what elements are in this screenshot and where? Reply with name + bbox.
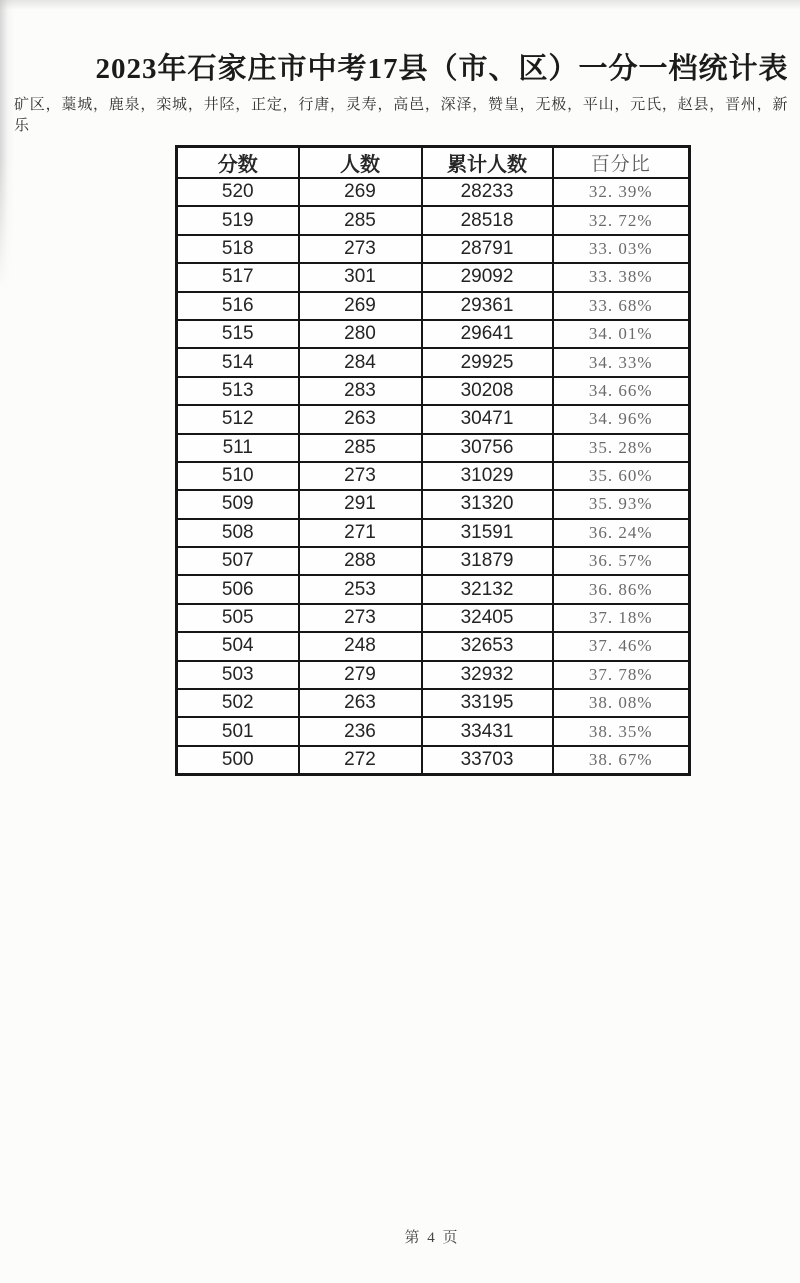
cell-cumulative: 31320 [422,490,553,518]
cell-percent: 38. 35% [553,717,690,745]
county-list-subtitle: 矿区，藁城，鹿泉，栾城，井陉，正定，行唐，灵寿，高邑，深泽，赞皇，无极，平山，元氏，赵县，晋州，新乐 [14,97,788,134]
table-row [177,604,690,632]
cell-percent: 37. 18% [553,604,690,632]
page-number: 第 4 页 [404,1230,460,1246]
cell-count: 280 [299,320,422,348]
table-row [177,547,690,575]
cell-percent: 32. 39% [553,178,690,206]
cell-percent: 34. 01% [553,320,690,348]
cell-score: 505 [177,604,299,632]
table-row [177,632,690,660]
cell-cumulative: 33703 [422,746,553,775]
cell-cumulative: 28518 [422,206,553,234]
cell-score: 518 [177,235,299,263]
cell-score: 507 [177,547,299,575]
table-row [177,434,690,462]
column-header-score: 分数 [177,147,299,179]
cell-percent: 35. 93% [553,490,690,518]
cell-count: 283 [299,377,422,405]
cell-score: 509 [177,490,299,518]
cell-cumulative: 31591 [422,519,553,547]
cell-percent: 34. 33% [553,348,690,376]
table-row [177,661,690,689]
cell-score: 519 [177,206,299,234]
cell-cumulative: 28233 [422,178,553,206]
cell-score: 503 [177,661,299,689]
table-header [177,147,690,179]
cell-count: 291 [299,490,422,518]
cell-cumulative: 32932 [422,661,553,689]
cell-count: 269 [299,292,422,320]
cell-count: 301 [299,263,422,291]
table-row [177,746,690,775]
cell-percent: 34. 66% [553,377,690,405]
cell-cumulative: 29361 [422,292,553,320]
cell-score: 501 [177,717,299,745]
cell-cumulative: 30208 [422,377,553,405]
table-row [177,320,690,348]
column-header-cumulative: 累计人数 [422,147,553,179]
cell-cumulative: 33431 [422,717,553,745]
cell-count: 236 [299,717,422,745]
cell-score: 512 [177,405,299,433]
cell-percent: 37. 78% [553,661,690,689]
scan-edge-shadow-top [0,0,800,10]
table-row [177,405,690,433]
cell-cumulative: 30471 [422,405,553,433]
cell-percent: 36. 86% [553,575,690,603]
table-row [177,490,690,518]
cell-score: 515 [177,320,299,348]
cell-percent: 33. 68% [553,292,690,320]
table-row [177,717,690,745]
cell-percent: 33. 38% [553,263,690,291]
cell-score: 504 [177,632,299,660]
table-row [177,206,690,234]
cell-count: 285 [299,434,422,462]
cell-count: 272 [299,746,422,775]
cell-score: 513 [177,377,299,405]
table-row [177,519,690,547]
scan-edge-shadow-left [0,0,14,290]
cell-percent: 35. 60% [553,462,690,490]
cell-count: 253 [299,575,422,603]
header-row [177,147,690,179]
cell-score: 511 [177,434,299,462]
cell-score: 502 [177,689,299,717]
cell-score: 516 [177,292,299,320]
table-body [177,178,690,775]
table-row [177,377,690,405]
cell-score: 517 [177,263,299,291]
cell-cumulative: 30756 [422,434,553,462]
cell-percent: 34. 96% [553,405,690,433]
cell-score: 514 [177,348,299,376]
cell-percent: 36. 57% [553,547,690,575]
cell-cumulative: 29925 [422,348,553,376]
cell-count: 273 [299,235,422,263]
cell-count: 284 [299,348,422,376]
cell-cumulative: 31029 [422,462,553,490]
cell-cumulative: 33195 [422,689,553,717]
cell-score: 500 [177,746,299,775]
cell-cumulative: 29092 [422,263,553,291]
cell-cumulative: 32132 [422,575,553,603]
score-distribution-table [175,145,691,776]
cell-cumulative: 28791 [422,235,553,263]
cell-percent: 32. 72% [553,206,690,234]
cell-cumulative: 32405 [422,604,553,632]
cell-cumulative: 32653 [422,632,553,660]
cell-percent: 37. 46% [553,632,690,660]
cell-score: 510 [177,462,299,490]
cell-count: 269 [299,178,422,206]
cell-cumulative: 29641 [422,320,553,348]
table-row [177,348,690,376]
cell-score: 506 [177,575,299,603]
cell-percent: 33. 03% [553,235,690,263]
cell-count: 279 [299,661,422,689]
cell-count: 273 [299,462,422,490]
cell-count: 263 [299,405,422,433]
table-row [177,575,690,603]
cell-count: 271 [299,519,422,547]
cell-count: 273 [299,604,422,632]
cell-score: 508 [177,519,299,547]
table-row [177,263,690,291]
cell-count: 263 [299,689,422,717]
column-header-count: 人数 [299,147,422,179]
cell-count: 248 [299,632,422,660]
cell-score: 520 [177,178,299,206]
cell-percent: 36. 24% [553,519,690,547]
cell-percent: 38. 08% [553,689,690,717]
column-header-percent: 百分比 [553,147,690,179]
table-row [177,462,690,490]
page-title: 2023年石家庄市中考17县（市、区）一分一档统计表 [95,53,789,85]
cell-count: 285 [299,206,422,234]
cell-count: 288 [299,547,422,575]
table-row [177,689,690,717]
table-row [177,178,690,206]
table-row [177,292,690,320]
cell-cumulative: 31879 [422,547,553,575]
table-row [177,235,690,263]
cell-percent: 38. 67% [553,746,690,775]
cell-percent: 35. 28% [553,434,690,462]
